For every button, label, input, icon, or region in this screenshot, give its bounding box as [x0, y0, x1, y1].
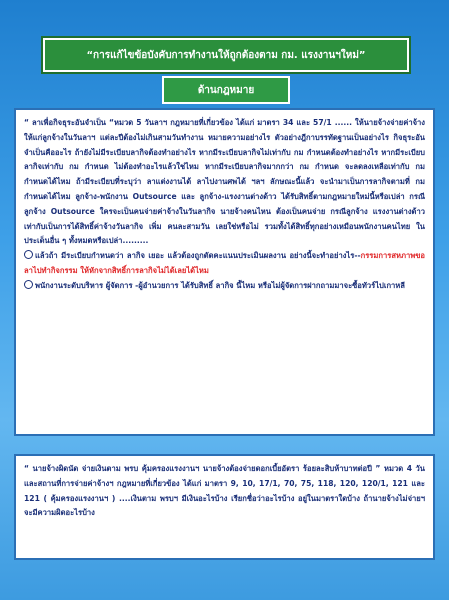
paragraph-late-payment: “ นายจ้างผิดนัด จ่ายเงินตาม พรบ คุ้มครองแรงงานฯ นายจ้างต้องจ่ายดอกเบี้ยอัตรา ร้อยละสิบห้าบาทต่อปี ” หมวด 4 วันและสถานที่การจ่ายค่าจ้างฯ กฎหมายที่เกี่ยวข้อง ได้แก่ มาตรา 9, 10, 17/1, 70, 75, 118, 120, 120/1, 121 และ 121 ( คุ้มครองแรงงานฯ ) ....เงินตาม พรบฯ มีเงินอะไรบ้าง เรียกชื่อว่าอะไรบ้าง อยู่ในมาตราใดบ้าง ถ้านายจ้างไม่จ่ายฯ จะมีความผิดอะไรบ้าง: [24, 464, 425, 518]
paragraph-management-text: พนักงานระดับบริหาร ผู้จัดการ -ผู้อำนวยการ ได้รับสิทธิ์ ลากิจ นี้ไหม หรือไม่ผู้จัดการฝากถามมาจะซื้อทัวร์ไปเกาหลี: [35, 280, 405, 290]
section-label-text: ด้านกฎหมาย: [197, 84, 255, 96]
paragraph-leave-rules: “ ลาเพื่อกิจธุระอันจำเป็น “หมวด 5 วันลาฯ กฎหมายที่เกี่ยวข้อง ได้แก่ มาตรา 34 และ 57/1 ...... ให้นายจ้างจ่ายค่าจ้างให้แก่ลูกจ้างในวันลาฯ แต่ละปีต้องไม่เกินสามวันทำงาน หมายความอย่างไร ตัวอย่างฎีกาบรรทัดฐานเป็นอย่างไร กิจธุระอันจำเป็นคืออะไร ถ้ายังไม่มีระเบียบลากิจต้องทำอย่างไร หากมีระเบียบลากิจไม่เท่ากับ กม กำหนดต้องทำอย่างไร หากมีระเบียบลากิจเท่ากับ กม กำหนด ไม่ต้องทำอะไรแล้วใช่ไหม หากมีระเบียบลากิจมากกว่า กม กำหนด จะลดลงเหลือเท่ากับ กม กำหนดได้ไหม ถ้ามีระเบียบที่ระบุว่า ลาแต่งงานได้ ลาไปงานศพได้ ฯลฯ ลักษณะนี้แล้ว จะนำมาเป็นการลากิจตามที่ กม กำหนดได้ไหม ลูกจ้าง-พนักงาน Outsource และ ลูกจ้าง-แรงงานต่างด้าว ได้รับสิทธิ์ตามกฎหมายใหม่นี้หรือเปล่า กรณีลูกจ้าง Outsource ใครจะเป็นคนจ่ายค่าจ้างในวันลากิจ นายจ้างคนไหน ต้องเป็นคนจ่าย กรณีลูกจ้าง แรงงานต่างด้าว เท่ากับเป็นการได้สิทธิ์ค่าจ้างวันลากิจ เพิ่ม คนละสามวัน เลยใช่หรือไม่ รวมทั้งได้สิทธิ์ทุกอย่างเหมือนพนักงานคนไทย ในประเด็นอื่น ๆ ทั้งหมดหรือเปล่า.........: [24, 118, 425, 246]
page-title-text: “การแก้ไขข้อบังคับการทำงานให้ถูกต้องตาม กม. แรงงานฯใหม่”: [86, 49, 366, 61]
bottom-content-panel: [14, 454, 435, 560]
page-title: [43, 38, 409, 72]
paragraph-evaluation-text: แล้วถ้า มีระเบียบกำหนดว่า ลากิจ เยอะ แล้วต้องถูกตัดคะแนนประเมินผลงาน อย่างนี้จะทำอย่างไร--: [35, 251, 361, 261]
section-label: [162, 76, 290, 104]
circle-bullet-icon: [24, 280, 33, 289]
circle-bullet-icon: [24, 250, 33, 259]
paragraph-management: [24, 279, 425, 294]
main-content-panel: [14, 108, 435, 436]
union-highlight-text: กรรมการสหภาพขอลาไปทำกิจกรรม ให้หักจากสิทธิ์การลากิจไม่ได้เลยได้ไหม: [24, 251, 425, 275]
paragraph-evaluation: [24, 249, 425, 279]
